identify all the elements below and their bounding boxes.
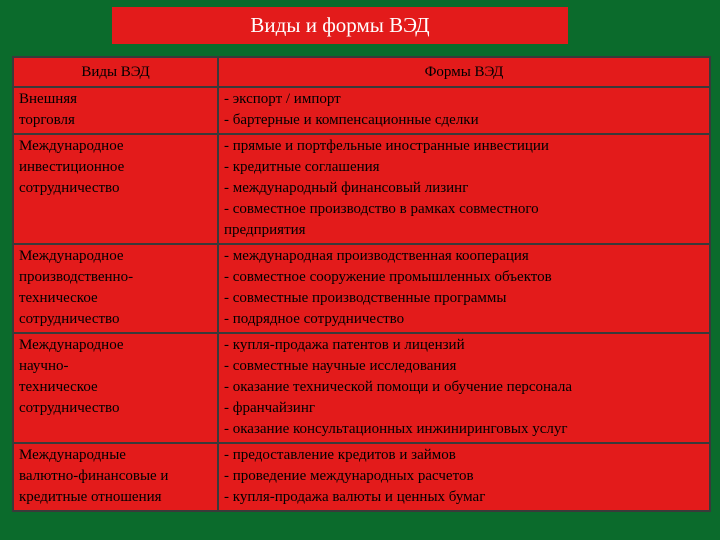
forms-cell <box>219 334 709 442</box>
form-item: - совместные производственные программы <box>224 290 507 306</box>
table-row <box>14 334 709 442</box>
form-item: - проведение международных расчетов <box>224 468 474 484</box>
form-item: - оказание консультационных инжиниринговых услуг <box>224 421 568 437</box>
header-forms: Формы ВЭД <box>219 58 709 86</box>
form-item: - франчайзинг <box>224 400 316 416</box>
table-row <box>14 245 709 332</box>
forms-cell <box>219 88 709 133</box>
page-title: Виды и формы ВЭД <box>112 7 568 44</box>
form-item: - прямые и портфельные иностранные инвестиции <box>224 138 549 154</box>
table-header-row <box>14 58 709 86</box>
header-kinds: Виды ВЭД <box>14 58 217 86</box>
form-item: - международная производственная кооперация <box>224 248 529 264</box>
form-item: - совместное сооружение промышленных объектов <box>224 269 552 285</box>
form-item: - купля-продажа валюты и ценных бумаг <box>224 489 486 505</box>
form-item: - кредитные соглашения <box>224 159 380 175</box>
kind-cell: Внешняя торговля <box>14 88 217 133</box>
table-row <box>14 88 709 133</box>
forms-cell <box>219 444 709 510</box>
forms-cell <box>219 135 709 243</box>
form-item: - подрядное сотрудничество <box>224 311 405 327</box>
form-item: - совместные научные исследования <box>224 358 457 374</box>
form-item: - оказание технической помощи и обучение персонала <box>224 379 572 395</box>
forms-cell <box>219 245 709 332</box>
form-item: - бартерные и компенсационные сделки <box>224 112 479 128</box>
kind-cell: Международное научно- техническое сотрудничество <box>14 334 217 442</box>
form-item: предприятия <box>224 222 306 238</box>
table-row <box>14 444 709 510</box>
kind-cell: Международное производственно- техническое сотрудничество <box>14 245 217 332</box>
kind-cell: Международные валютно-финансовые и кредитные отношения <box>14 444 217 510</box>
form-item: - совместное производство в рамках совместного <box>224 201 539 217</box>
form-item: - международный финансовый лизинг <box>224 180 469 196</box>
form-item: - экспорт / импорт <box>224 91 341 107</box>
form-item: - предоставление кредитов и займов <box>224 447 456 463</box>
form-item: - купля-продажа патентов и лицензий <box>224 337 465 353</box>
ved-table <box>12 56 711 512</box>
kind-cell: Международное инвестиционное сотрудничество <box>14 135 217 243</box>
table-row <box>14 135 709 243</box>
